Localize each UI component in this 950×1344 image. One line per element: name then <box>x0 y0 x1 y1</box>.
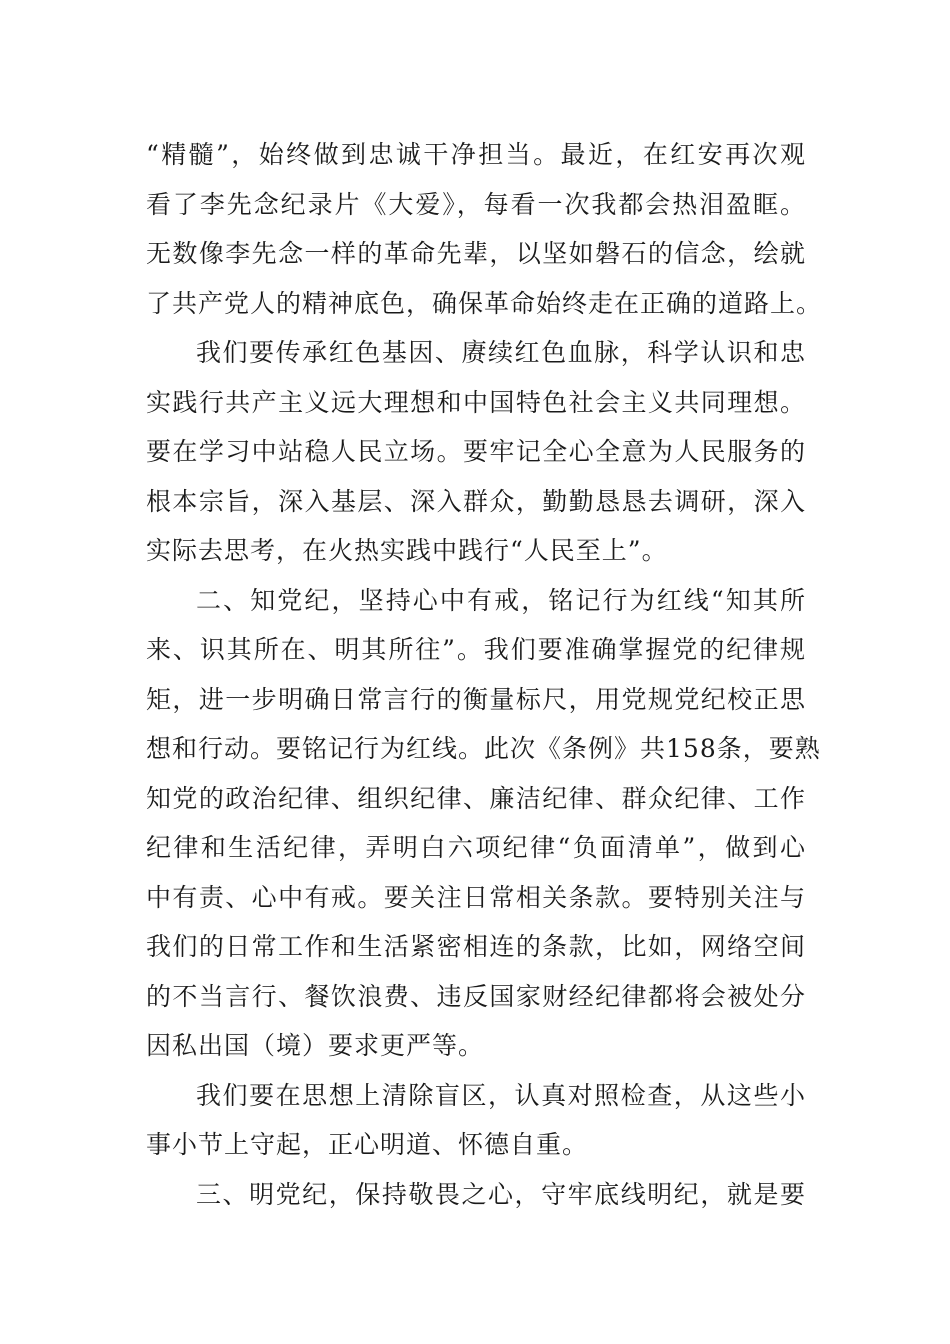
text-line: 实践行共产主义远大理想和中国特色社会主义共同理想。 <box>146 387 806 417</box>
text-line: 了共产党人的精神底色，确保革命始终走在正确的道路上。 <box>146 288 823 318</box>
paragraph-end-line: 实际去思考，在火热实践中践行“人民至上”。 <box>146 536 668 565</box>
text-line: 来、识其所在、明其所往”。我们要准确掌握党的纪律规 <box>146 635 806 664</box>
text-line: 无数像李先念一样的革命先辈，以坚如磐石的信念，绘就 <box>146 239 806 268</box>
text-line: 中有责、心中有戒。要关注日常相关条款。要特别关注与 <box>146 882 806 912</box>
text-line: 矩，进一步明确日常言行的衡量标尺，用党规党纪校正思 <box>146 684 806 714</box>
document-body <box>146 130 823 1219</box>
paragraph-end-line: 事小节上守起，正心明道、怀德自重。 <box>146 1130 589 1159</box>
paragraph-start-line: 我们要在思想上清除盲区，认真对照检查，从这些小 <box>196 1080 806 1110</box>
paragraph-start-line: 我们要传承红色基因、赓续红色血脉，科学认识和忠 <box>196 338 806 367</box>
text-line: 纪律和生活纪律，弄明白六项纪律“负面清单”，做到心 <box>146 833 806 862</box>
text-line: “精髓”，始终做到忠诚干净担当。最近，在红安再次观 <box>146 140 806 169</box>
section-heading-line: 二、知党纪，坚持心中有戒，铭记行为红线“知其所 <box>196 585 806 615</box>
text-line: 要在学习中站稳人民立场。要牢记全心全意为人民服务的 <box>146 437 806 466</box>
text-line: 看了李先念纪录片《大爱》，每看一次我都会热泪盈眶。 <box>146 189 806 219</box>
text-line: 根本宗旨，深入基层、深入群众，勤勤恳恳去调研，深入 <box>146 486 806 516</box>
text-line: 我们的日常工作和生活紧密相连的条款，比如，网络空间 <box>146 932 806 961</box>
text-line: 知党的政治纪律、组织纪律、廉洁纪律、群众纪律、工作 <box>146 783 806 813</box>
text-line: 想和行动。要铭记行为红线。此次《条例》共158条，要熟 <box>146 734 821 763</box>
section-heading-line: 三、明党纪，保持敬畏之心，守牢底线明纪，就是要 <box>196 1179 806 1209</box>
paragraph-end-line: 因私出国（境）要求更严等。 <box>146 1031 485 1060</box>
text-line: 的不当言行、餐饮浪费、违反国家财经纪律都将会被处分 <box>146 981 806 1011</box>
